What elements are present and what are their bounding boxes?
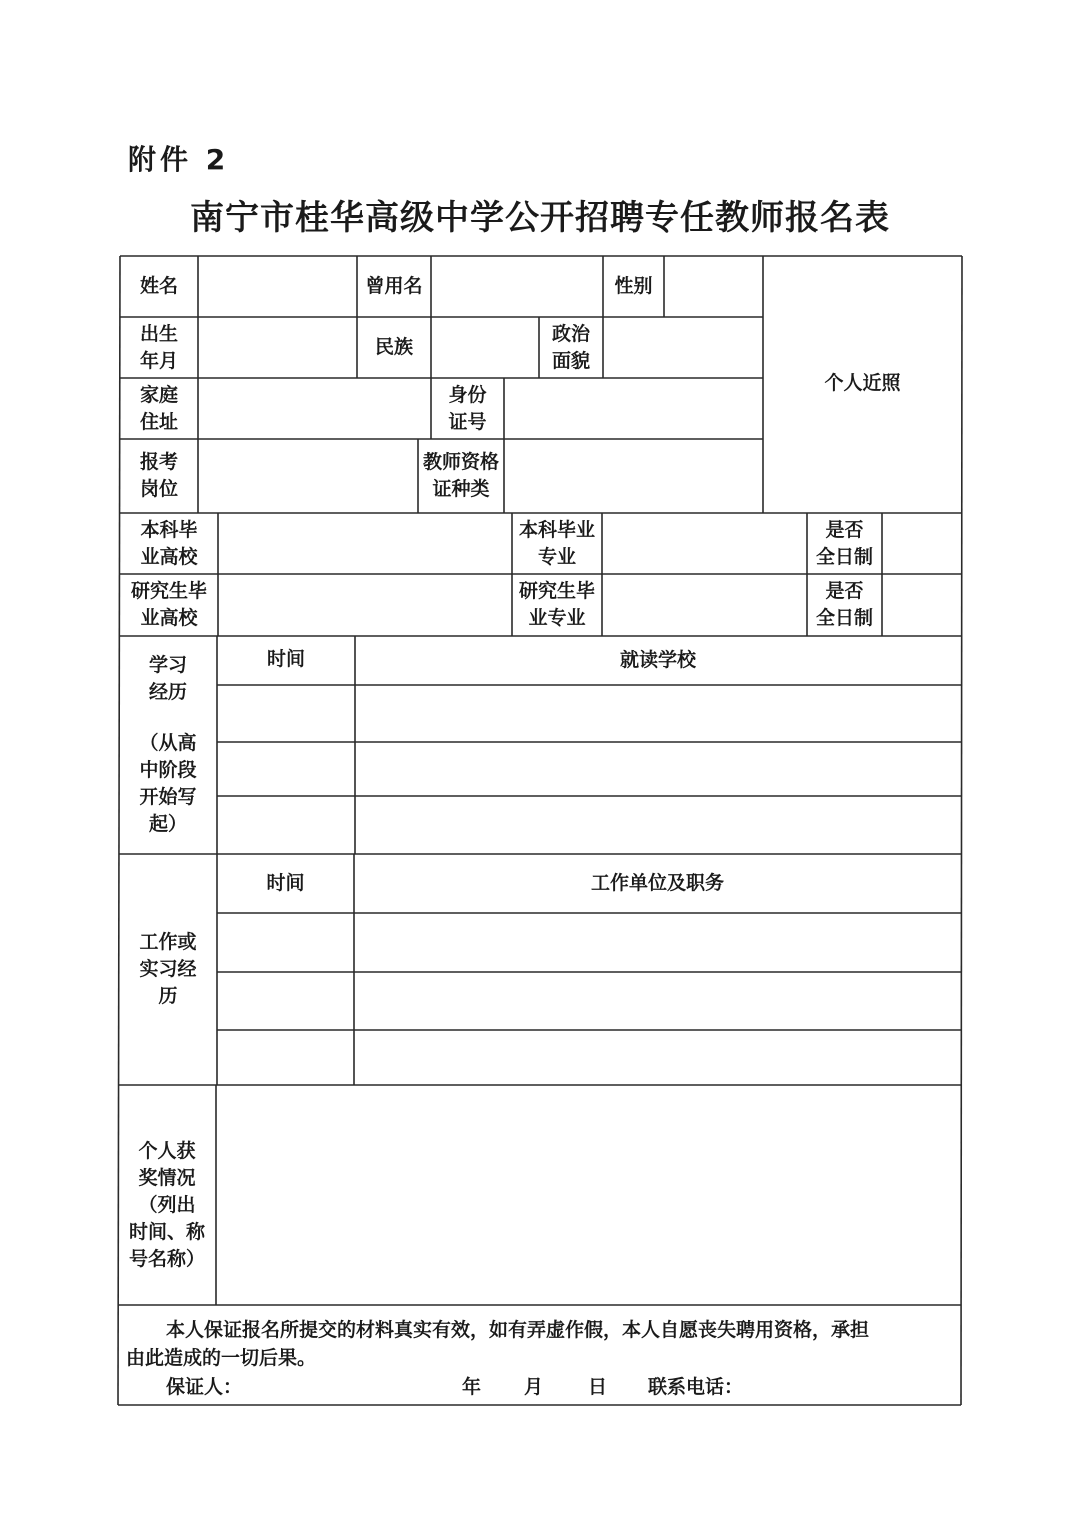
id-number-field[interactable] xyxy=(504,378,763,439)
address-label: 家庭 住址 xyxy=(139,383,178,433)
work-time-field[interactable] xyxy=(217,913,354,972)
study-time-field[interactable] xyxy=(217,685,355,742)
study-time-field[interactable] xyxy=(217,796,355,854)
declaration-line-2: 由此造成的一切后果。 xyxy=(126,1347,317,1369)
work-time-header: 时间 xyxy=(266,872,305,894)
ug-school-label: 本科毕 业高校 xyxy=(140,518,198,568)
former-name-label: 曾用名 xyxy=(365,275,423,297)
awards-label: 个人获 奖情况 （列出 时间、称 号名称） xyxy=(128,1139,205,1270)
former-name-field[interactable] xyxy=(431,256,603,317)
awards-field[interactable] xyxy=(216,1085,961,1305)
gender-field[interactable] xyxy=(664,256,763,317)
name-field[interactable] xyxy=(198,256,357,317)
ug-school-field[interactable] xyxy=(218,513,512,574)
birth-label: 出生 年月 xyxy=(139,322,178,372)
work-unit-field[interactable] xyxy=(354,913,961,972)
work-unit-field[interactable] xyxy=(354,972,961,1030)
teacher-cert-field[interactable] xyxy=(504,439,763,513)
work-time-field[interactable] xyxy=(217,972,354,1030)
ethnicity-label: 民族 xyxy=(374,336,413,358)
pg-major-label: 研究生毕 业专业 xyxy=(518,580,595,629)
id-number-label: 身份 证号 xyxy=(448,383,487,433)
gender-label: 性别 xyxy=(614,275,653,297)
declaration-text xyxy=(126,1316,946,1372)
study-school-header: 就读学校 xyxy=(619,649,696,671)
work-time-field[interactable] xyxy=(217,1030,354,1085)
political-label: 政治 面貌 xyxy=(551,322,590,372)
study-time-field[interactable] xyxy=(217,742,355,796)
work-unit-field[interactable] xyxy=(354,1030,961,1085)
phone-label: 联系电话： xyxy=(648,1376,744,1398)
study-school-field[interactable] xyxy=(355,742,961,796)
month-label: 月 xyxy=(524,1376,544,1398)
political-field[interactable] xyxy=(603,317,763,378)
guarantor-label: 保证人： xyxy=(166,1376,243,1398)
year-label: 年 xyxy=(462,1376,482,1398)
pg-fulltime-label: 是否 全日制 xyxy=(815,580,873,629)
ug-fulltime-field[interactable] xyxy=(882,513,962,574)
address-field[interactable] xyxy=(198,378,431,439)
post-label: 报考 岗位 xyxy=(139,451,178,500)
ethnicity-field[interactable] xyxy=(431,317,539,378)
pg-school-label: 研究生毕 业高校 xyxy=(130,580,207,629)
study-time-header: 时间 xyxy=(266,648,305,670)
teacher-cert-label: 教师资格 证种类 xyxy=(422,451,499,500)
study-school-field[interactable] xyxy=(355,685,961,742)
ug-fulltime-label: 是否 全日制 xyxy=(815,518,873,568)
photo-box[interactable]: 个人近照 xyxy=(824,372,901,394)
day-label: 日 xyxy=(588,1376,608,1398)
pg-major-field[interactable] xyxy=(602,574,807,636)
declaration-line-1: 本人保证报名所提交的材料真实有效，如有弄虚作假，本人自愿丧失聘用资格，承担 xyxy=(166,1319,870,1341)
ug-major-field[interactable] xyxy=(602,513,807,574)
pg-school-field[interactable] xyxy=(218,574,512,636)
ug-major-label: 本科毕业 专业 xyxy=(518,518,595,568)
form-title: 南宁市桂华高级中学公开招聘专任教师报名表 xyxy=(190,198,890,238)
attachment-label: 附件 2 xyxy=(128,143,230,176)
study-history-label: 学习 经历 （从高 中阶段 开始写 起） xyxy=(139,654,197,835)
name-label: 姓名 xyxy=(139,275,178,297)
pg-fulltime-field[interactable] xyxy=(882,574,962,636)
birth-field[interactable] xyxy=(198,317,357,378)
work-history-label: 工作或 实习经 历 xyxy=(139,931,197,1007)
work-unit-header: 工作单位及职务 xyxy=(590,872,724,894)
study-school-field[interactable] xyxy=(355,796,961,854)
post-field[interactable] xyxy=(198,439,418,513)
